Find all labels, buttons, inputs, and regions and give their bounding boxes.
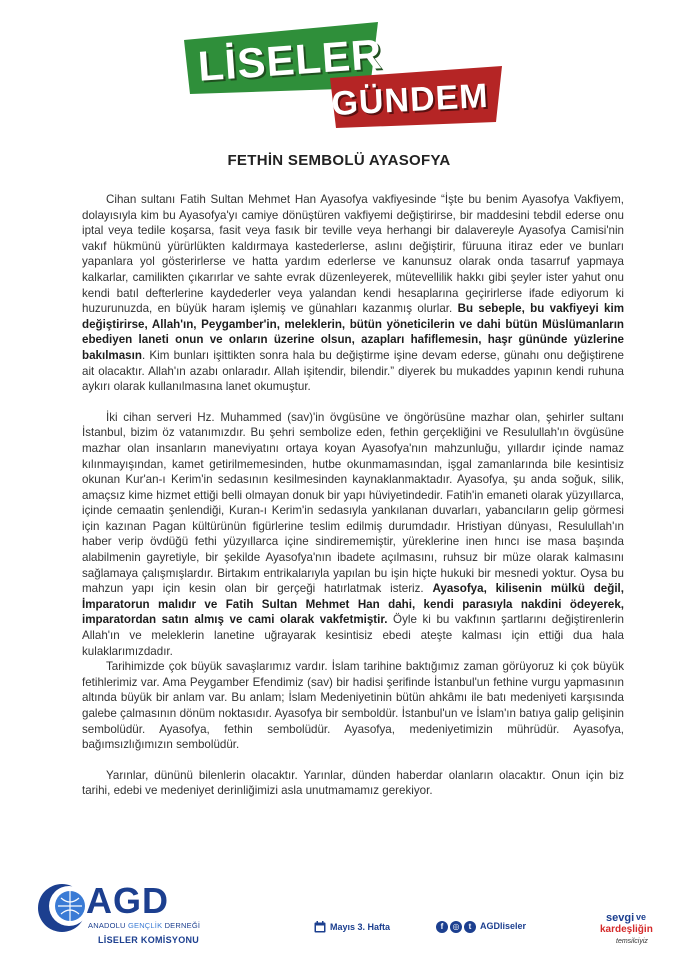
paragraph-2-text-a: İki cihan serveri Hz. Muhammed (sav)'in övgüsüne ve öngörüsüne mazhar olan, şehirler sultanı İstanbul, bizim öz vatanımızdır. Bu şehri sembolize eden, fethin gerçekliğini ve Resulullah'ın övgüsüne mazhar olan insanların maneviyatını ortaya koyan Ayasofya'nın mahzunluğu, yıllardır içinde namaz kılınmayışından, kamet getirilmemesinden, hutbe okunmamasından, işgal zamanlarında bile kesintisiz okunan Kur'an-ı Kerim'in sedasının kesilmesinden kaynaklanmaktadır. Ayasofya, şu anda soğuk, silik, amaçsız kime hizmet ettiği belli olmayan donuk bir yapı hüviyetindedir. Fatih'in emaneti olarak yüzyıllarca, içinde cemaatin şenlendiği, Kuran-ı Kerim'in sedasıyla yankılanan duvarları, yabancıların gelip görmesi için kazınan Pagan kültürünün figürlerine teslim edilmiş durumdadır. Hristiyan dünyası, Resulullah'ın haber verip övdüğü fethi yüzyıllarca içine sindirememiştir, yüreklerine inen hıncı ise masa başında alabilmenin gayretiyle, bir şekilde Ayasofya'nın ibadete açılmasını, ruhsuz bir müze olarak kalmasını sağlamaya çalışmışlardır. Birtakım entrikalarıyla yapılan bu işin hiçte hukuki bir mesnedi yoktur. Oysa bu mahzun yapı için kesin olan bir gerçeği hatırlatmak isteriz. xyxy=(82,410,624,596)
article-body xyxy=(82,192,624,799)
slogan-word-4: temsilciyiz xyxy=(616,938,648,945)
facebook-icon[interactable]: f xyxy=(436,921,448,933)
slogan-word-1: sevgi xyxy=(606,912,635,924)
slogan-word-2: ve xyxy=(636,912,647,922)
paragraph-2 xyxy=(82,410,624,660)
paragraph-1-text-c: . Kim bunları işittikten sonra hala bu değiştirme işine devam ederse, günahı onu değiştirene ait olacaktır. Allah'ın azabı onlaradır. Allah işitendir, bilendir.” diyerek bu mukaddes yapının kendi ruhuna aykırı olarak kullanılmasına lanet okumuştur. xyxy=(82,348,624,394)
agd-short-name: AGD xyxy=(86,880,169,921)
paragraph-2-bold: Ayasofya, kilisenin mülkü değil, İmparatorun malıdır ve Fatih Sultan Mehmet Han dahi, kendi parasıyla nakdini ödeyerek, imparatordan satın almış ve cami olarak vakfetmiştir. xyxy=(82,582,624,627)
article-title: FETHİN SEMBOLÜ AYASOFYA xyxy=(227,152,451,169)
crescent-globe-icon xyxy=(36,880,88,940)
agd-full-name xyxy=(88,921,200,930)
agd-logo xyxy=(36,880,216,950)
paragraph-1 xyxy=(82,192,624,395)
social-handle[interactable]: AGDliseler xyxy=(480,921,527,931)
slogan-logo xyxy=(600,912,660,952)
paragraph-4: Yarınlar, dününü bilenlerin olacaktır. Yarınlar, dünden haberdar olanların olacaktır. Onun için biz tarihi, edebi ve medeniyet derinliğimizi asla unutmamamız gerekiyor. xyxy=(82,768,624,798)
twitter-icon[interactable]: t xyxy=(464,921,476,933)
paragraph-1-bold: Bu sebeple, bu vakfiyeyi kim değiştirirse, Allah'ın, Peygamber'in, meleklerin, bütün yöneticilerin ve dahi bütün Müslümanların ebediyen laneti onun ve onların üzerine olsun, azapları hafiflemesin, haşr gününde yüzlerine bakılmasın xyxy=(82,302,625,362)
agd-full-name-2: GENÇLİK xyxy=(127,921,163,930)
calendar-icon xyxy=(314,921,326,933)
week-text: Mayıs 3. Hafta xyxy=(330,922,391,932)
paragraph-1-text-a: Cihan sultanı Fatih Sultan Mehmet Han Ayasofya vakfiyesinde “İşte bu benim Ayasofya Vakfiyem, dolayısıyla kim bu Ayasofya'yı camiye dönüştüren vakfiyemi değiştirirse, bir maddesini tebdil ederse onu iptal veya tedile koşarsa, fasit veya fasık bir teville veya herhangi bir dalavereyle Ayasofya Camisi'nin vakıf hükmünü yürürlükten kaldırmaya kastederlerse, aslını değiştirir, füruuna itiraz eder ve bunları yapanlara yol gösterirlerse ve hatta yardım ederlerse ve kanunsuz olarak onda tasarruf yapmaya kalkarlar, camilikten çıkarırlar ve sahte evrak düzenleyerek, mütevellilik hakkı gibi şeyler ister yahut onu kendi batıl defterlerine kaydederler veya yalandan kendi hesaplarına geçirirlerse ifade ediyorum ki huzurunuzda, en büyük haram işlemiş ve günahları kazanmış olurlar. xyxy=(82,193,624,316)
slogan-word-3: kardeşliğin xyxy=(600,924,653,935)
agd-full-name-3: DERNEĞİ xyxy=(162,921,201,930)
logo-word-liseler: LİSELER xyxy=(196,30,384,90)
instagram-icon[interactable]: ◎ xyxy=(450,921,462,933)
paragraph-3: Tarihimizde çok büyük savaşlarımız vardır. İslam tarihine baktığımız zaman görüyoruz ki çok büyük fetihlerimiz var. Ama Peygamber Efendimiz (sav) bir hadisi şerifinde İstanbul'un fethine vurgu yapmasının altında büyük bir anlam var. Bu anlam; İslam Medeniyetinin bütün ahkâmı ile batı medeniyeti karşısında galebe çalmasının dönüm noktasıdır. Ayasofya bir semboldür. İstanbul'un ve İslam'ın batıya galip gelişinin sembolüdür. Ayasofya, fethin sembolüdür. Ayasofya, medeniyetimizin mührüdür. Ayasofya, bağımsızlığımızın sembolüdür. xyxy=(82,660,624,752)
paragraph-2-text-c: Öyle ki bu vakfının şartlarını değiştirenlerin Allah'ın ve meleklerin lanetine uğrayarak kesintisiz ebedi ateşte kalması için ettiği dua hala kulaklarımızdadır. xyxy=(82,613,624,658)
committee-name: LİSELER KOMİSYONU xyxy=(98,935,200,945)
agd-full-name-1: ANADOLU xyxy=(88,921,128,930)
logo-word-gundem: GÜNDEM xyxy=(330,76,490,124)
liseler-gundem-logo xyxy=(180,22,510,130)
